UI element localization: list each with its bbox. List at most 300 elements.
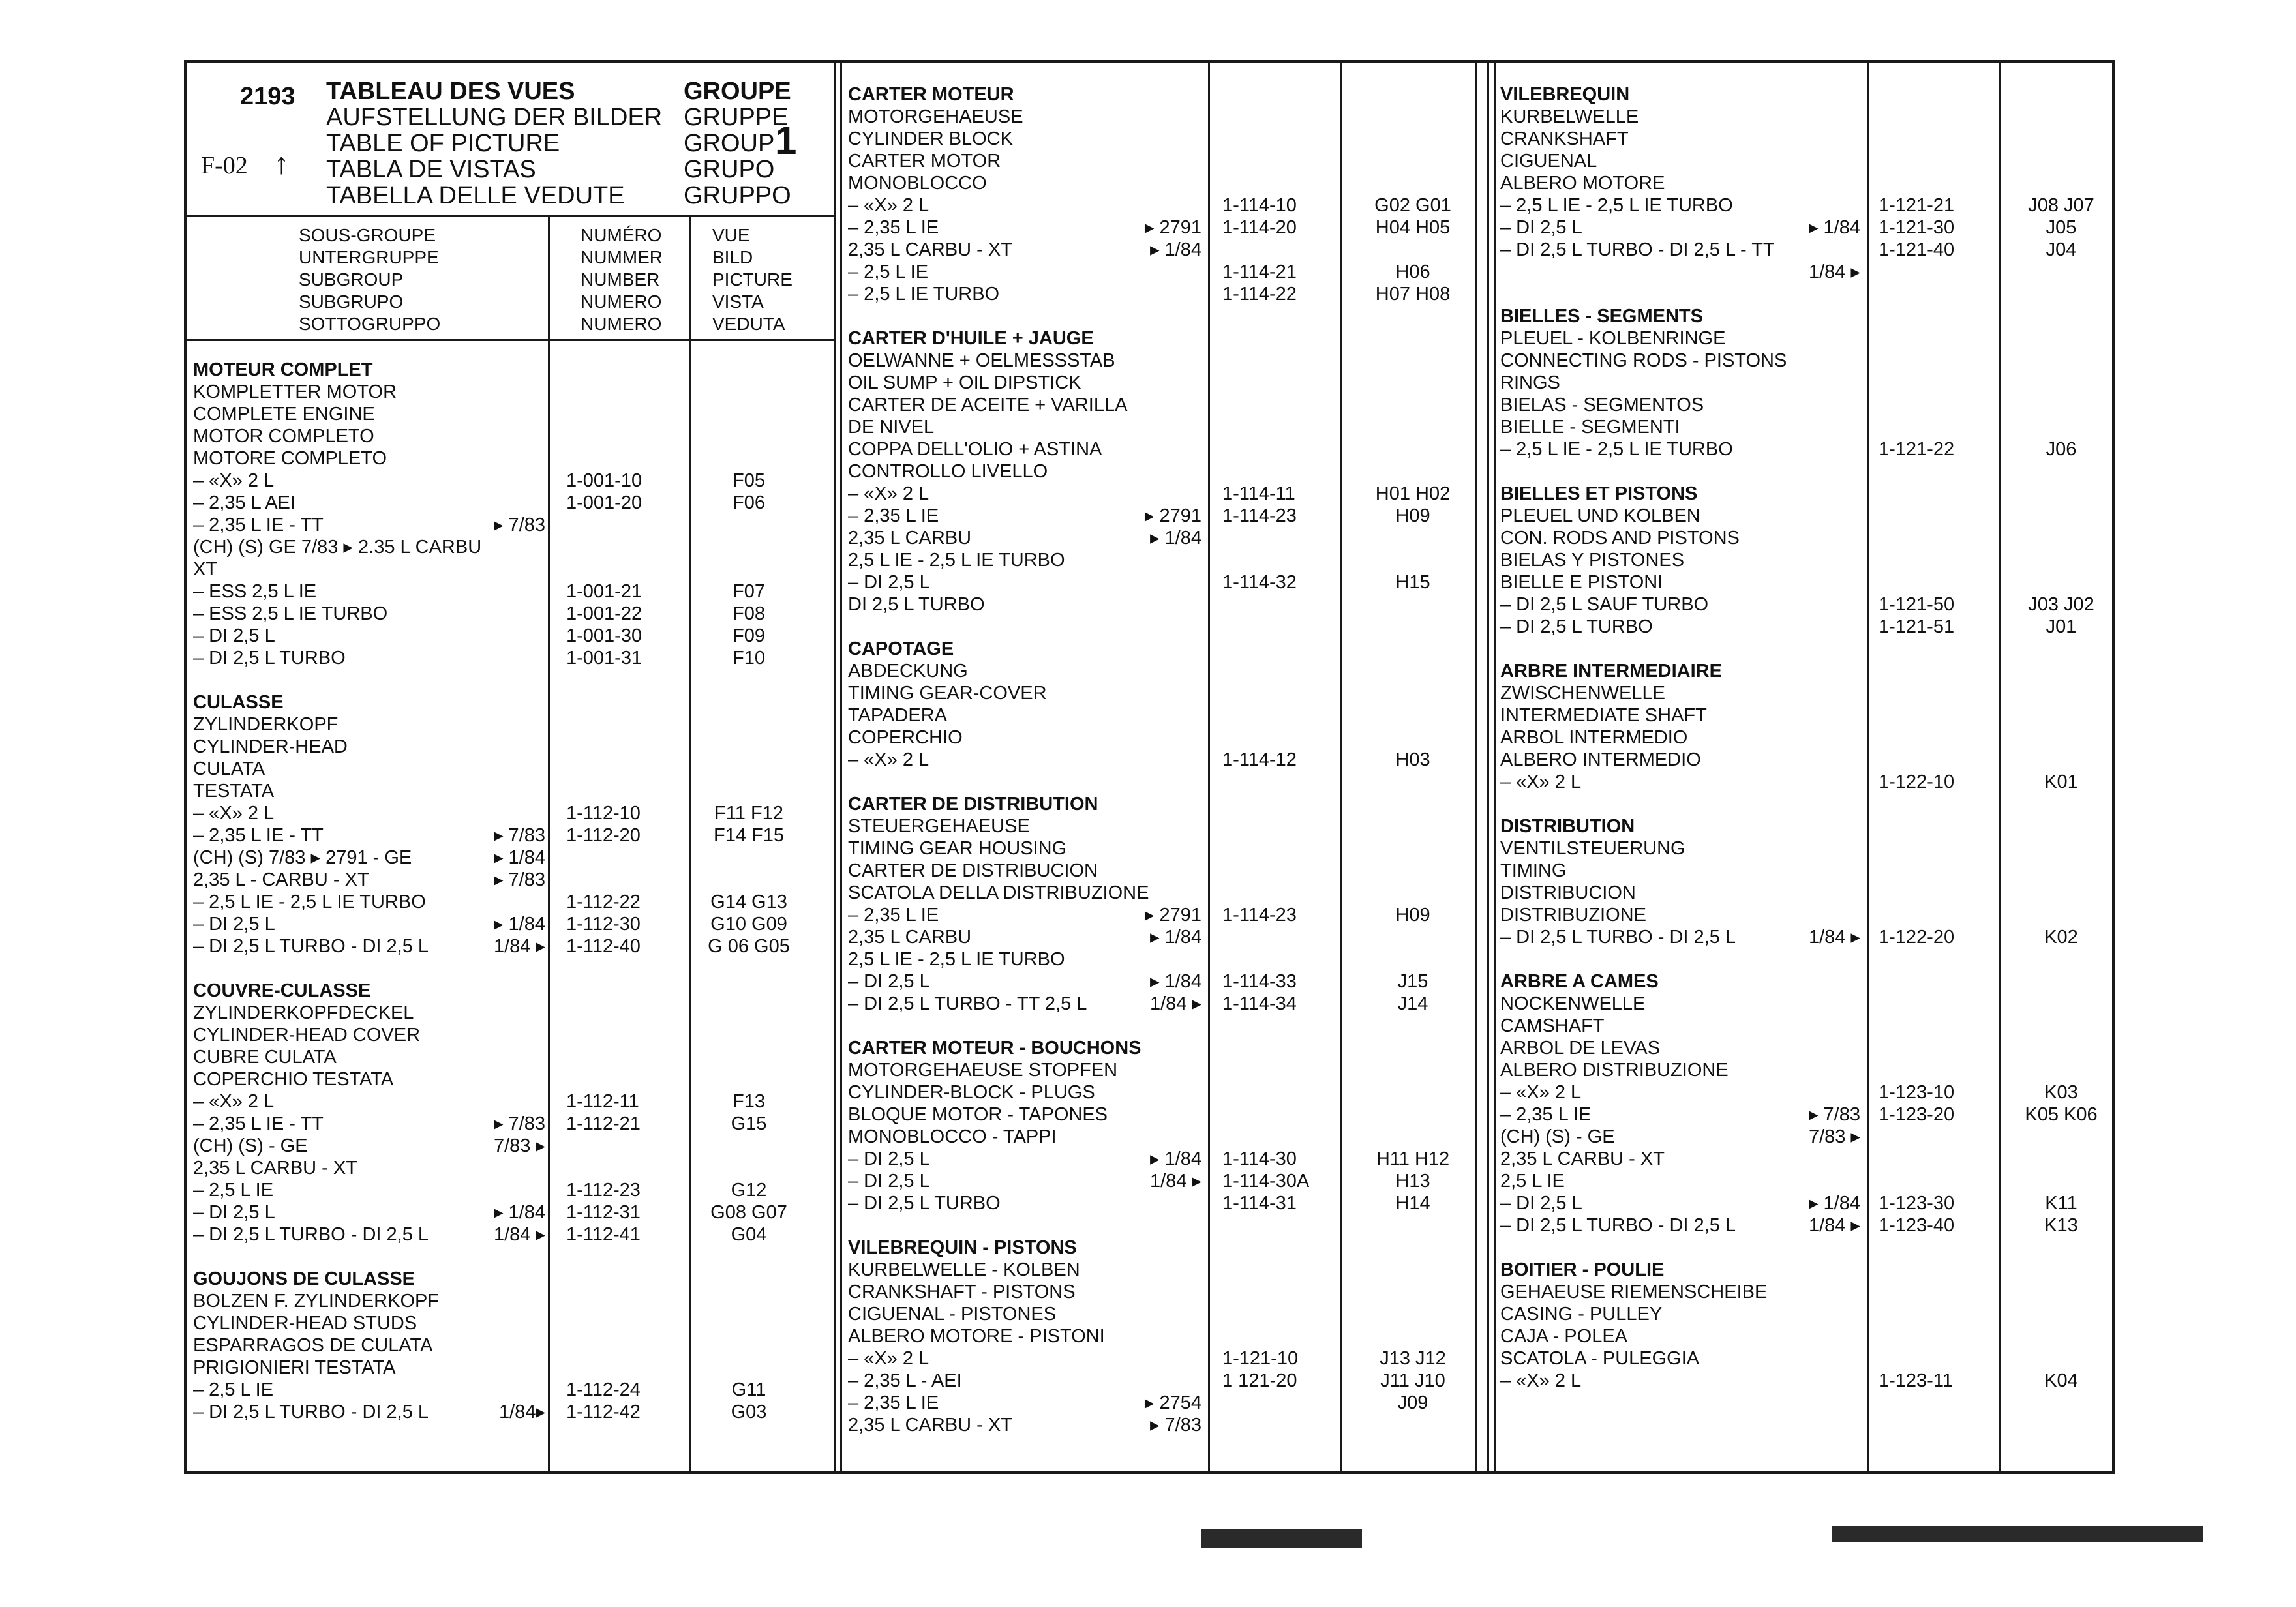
row-description: – DI 2,5 L [193, 914, 275, 935]
part-number: 1-114-20 [1222, 217, 1297, 238]
part-number: 1-114-10 [1222, 195, 1297, 216]
part-number: 1-123-11 [1879, 1370, 1953, 1391]
view-code: H07 H08 [1375, 284, 1451, 305]
row-description: ALBERO INTERMEDIO [1500, 749, 1701, 770]
view-code: G15 [731, 1113, 767, 1134]
section-heading: CARTER MOTEUR [848, 84, 1014, 105]
row-description: COPERCHIO [848, 727, 963, 748]
part-number: 1-123-10 [1879, 1082, 1955, 1103]
date-marker: 1/84▸ [499, 1402, 545, 1422]
row-description: TIMING GEAR-COVER [848, 683, 1047, 704]
part-number: 1-121-21 [1879, 195, 1955, 216]
row-description: KURBELWELLE [1500, 106, 1639, 127]
part-number: 1-112-22 [566, 892, 641, 912]
row-description: – 2,5 L IE [848, 262, 929, 282]
group-word-de: GRUPPE [684, 104, 789, 131]
row-description: CIGUENAL [1500, 151, 1597, 172]
row-description: – ESS 2,5 L IE [193, 581, 317, 602]
part-number: 1-121-22 [1879, 439, 1955, 460]
view-code: J01 [2046, 616, 2077, 637]
row-description: CULATA [193, 758, 265, 779]
row-description: CASING - PULLEY [1500, 1304, 1663, 1325]
group-word-fr: GROUPE [684, 78, 791, 105]
row-description: – DI 2,5 L [193, 1202, 275, 1223]
header-rule [184, 215, 834, 217]
view-code: G10 G09 [710, 914, 787, 935]
part-number: 1-114-33 [1222, 971, 1297, 992]
row-description: 2,35 L CARBU [848, 528, 972, 548]
view-label-fr: VUE [712, 225, 750, 245]
row-description: KOMPLETTER MOTOR [193, 382, 397, 402]
view-code: F05 [733, 470, 765, 491]
date-marker: ▸ 7/83 [493, 869, 545, 890]
row-description: CONNECTING RODS - PISTONS [1500, 350, 1787, 371]
row-description: CIGUENAL - PISTONES [848, 1304, 1057, 1325]
row-description: – «X» 2 L [848, 195, 929, 216]
section-heading: MOTEUR COMPLET [193, 359, 373, 380]
section-heading: CAPOTAGE [848, 638, 954, 659]
row-description: MOTORGEHAEUSE [848, 106, 1023, 127]
view-code: J09 [1397, 1392, 1428, 1413]
view-code: F13 [733, 1091, 765, 1112]
date-marker: ▸ 2754 [1144, 1392, 1201, 1413]
row-description: – DI 2,5 L TURBO - DI 2,5 L [1500, 1215, 1736, 1236]
date-marker: 1/84 ▸ [493, 936, 545, 957]
row-description: (CH) (S) GE 7/83 ▸ 2.35 L CARBU [193, 537, 482, 558]
view-label-de: BILD [712, 247, 753, 267]
part-number: 1-114-30 [1222, 1149, 1297, 1169]
row-description: – «X» 2 L [1500, 772, 1582, 792]
section-heading: ARBRE A CAMES [1500, 971, 1659, 992]
subgroup-label-it: SOTTOGRUPPO [299, 314, 441, 334]
title-es: TABLA DE VISTAS [326, 156, 536, 183]
subgroup-label-es: SUBGRUPO [299, 292, 404, 312]
row-description: BIELLE E PISTONI [1500, 572, 1663, 593]
row-description: – «X» 2 L [848, 749, 929, 770]
row-description: – 2,35 L IE [848, 505, 939, 526]
col-divider [1475, 60, 1477, 1474]
part-number: 1-112-31 [566, 1202, 641, 1223]
row-description: CON. RODS AND PISTONS [1500, 528, 1740, 548]
view-code: J13 J12 [1380, 1348, 1446, 1369]
view-code: K01 [2044, 772, 2078, 792]
part-number: 1 121-20 [1222, 1370, 1297, 1391]
row-description: BIELAS Y PISTONES [1500, 550, 1685, 571]
row-description: (CH) (S) - GE [193, 1135, 308, 1156]
up-arrow-icon: ↑ [274, 146, 289, 180]
group-word-en: GROUP [684, 130, 775, 157]
view-code: F14 F15 [714, 825, 784, 846]
col-divider [1340, 60, 1342, 1474]
row-description: BOLZEN F. ZYLINDERKOPF [193, 1291, 440, 1312]
row-description: ESPARRAGOS DE CULATA [193, 1335, 433, 1356]
row-description: 2,5 L IE - 2,5 L IE TURBO [848, 550, 1065, 571]
section-heading: ARBRE INTERMEDIAIRE [1500, 661, 1722, 682]
row-description: MONOBLOCCO - TAPPI [848, 1126, 1057, 1147]
row-description: 2,5 L IE - 2,5 L IE TURBO [848, 949, 1065, 970]
row-description: – DI 2,5 L SAUF TURBO [1500, 594, 1709, 615]
row-description: CYLINDER BLOCK [848, 128, 1014, 149]
part-number: 1-114-21 [1222, 262, 1297, 282]
row-description: NOCKENWELLE [1500, 993, 1646, 1014]
view-code: J03 J02 [2028, 594, 2094, 615]
date-marker: 1/84 ▸ [1149, 1171, 1201, 1192]
row-description: – DI 2,5 L [848, 971, 930, 992]
date-marker: ▸ 7/83 [1808, 1104, 1860, 1125]
row-description: CAJA - POLEA [1500, 1326, 1628, 1347]
row-description: – 2,35 L IE - TT [193, 515, 324, 535]
row-description: – DI 2,5 L TURBO [848, 1193, 1001, 1214]
row-description: – 2,5 L IE - 2,5 L IE TURBO [1500, 195, 1733, 216]
row-description: GEHAEUSE RIEMENSCHEIBE [1500, 1282, 1768, 1302]
view-code: G02 G01 [1374, 195, 1451, 216]
page-reference: F-02 [201, 152, 248, 179]
part-number: 1-121-40 [1879, 239, 1955, 260]
row-description: – DI 2,5 L TURBO - TT 2,5 L [848, 993, 1087, 1014]
part-number: 1-123-30 [1879, 1193, 1955, 1214]
part-number: 1-112-11 [566, 1091, 639, 1112]
scan-mark [1201, 1529, 1362, 1548]
section-heading: VILEBREQUIN [1500, 84, 1630, 105]
row-description: CAMSHAFT [1500, 1015, 1605, 1036]
date-marker: ▸ 1/84 [1149, 971, 1201, 992]
row-description: ZYLINDERKOPFDECKEL [193, 1002, 414, 1023]
title-it: TABELLA DELLE VEDUTE [326, 182, 625, 209]
date-marker: ▸ 1/84 [1149, 927, 1201, 948]
row-description: DISTRIBUCION [1500, 882, 1636, 903]
row-description: – DI 2,5 L TURBO - DI 2,5 L [193, 936, 429, 957]
part-number: 1-114-23 [1222, 505, 1297, 526]
group-word-it: GRUPPO [684, 182, 791, 209]
view-code: J08 J07 [2028, 195, 2094, 216]
date-marker: ▸ 2791 [1144, 505, 1201, 526]
row-description: – «X» 2 L [848, 483, 929, 504]
view-code: H14 [1395, 1193, 1430, 1214]
row-description: COPERCHIO TESTATA [193, 1069, 394, 1090]
row-description: ABDECKUNG [848, 661, 968, 682]
row-description: – «X» 2 L [193, 470, 275, 491]
view-code: G04 [731, 1224, 767, 1245]
row-description: VENTILSTEUERUNG [1500, 838, 1685, 859]
row-description: 2,35 L CARBU - XT [848, 239, 1012, 260]
row-description: – «X» 2 L [1500, 1082, 1582, 1103]
row-description: XT [193, 559, 218, 580]
view-code: K13 [2044, 1215, 2078, 1236]
date-marker: 1/84 ▸ [493, 1224, 545, 1245]
view-code: F10 [733, 648, 765, 668]
view-code: F09 [733, 625, 765, 646]
row-description: MOTORGEHAEUSE STOPFEN [848, 1060, 1118, 1081]
row-description: – 2,35 L IE - TT [193, 1113, 324, 1134]
view-code: G 06 G05 [708, 936, 790, 957]
row-description: 2,35 L CARBU - XT [193, 1158, 357, 1179]
page-number: 2193 [240, 83, 295, 110]
row-description: OIL SUMP + OIL DIPSTICK [848, 372, 1081, 393]
part-number: 1-112-20 [566, 825, 641, 846]
part-number: 1-001-31 [566, 648, 642, 668]
row-description: PLEUEL - KOLBENRINGE [1500, 328, 1726, 349]
part-number: 1-114-30A [1222, 1171, 1310, 1192]
section-heading: CARTER D'HUILE + JAUGE [848, 328, 1094, 349]
row-description: – «X» 2 L [1500, 1370, 1582, 1391]
row-description: – 2,5 L IE [193, 1379, 274, 1400]
row-description: DISTRIBUZIONE [1500, 905, 1646, 925]
view-code: H09 [1395, 505, 1430, 526]
view-label-es: VISTA [712, 292, 764, 312]
row-description: ZYLINDERKOPF [193, 714, 339, 735]
part-number: 1-112-42 [566, 1402, 641, 1422]
row-description: – DI 2,5 L [1500, 217, 1582, 238]
scan-mark [1832, 1526, 2203, 1542]
view-code: G08 G07 [710, 1202, 787, 1223]
section-heading: GOUJONS DE CULASSE [193, 1269, 415, 1289]
row-description: 2,35 L CARBU - XT [848, 1415, 1012, 1435]
section-heading: BIELLES ET PISTONS [1500, 483, 1698, 504]
number-label-de: NUMMER [581, 247, 663, 267]
view-code: J06 [2046, 439, 2077, 460]
row-description: CYLINDER-HEAD STUDS [193, 1313, 417, 1334]
date-marker: ▸ 1/84 [1149, 528, 1201, 548]
row-description: – «X» 2 L [193, 1091, 275, 1112]
part-number: 1-112-24 [566, 1379, 641, 1400]
row-description: (CH) (S) - GE [1500, 1126, 1615, 1147]
part-number: 1-114-32 [1222, 572, 1297, 593]
row-description: CYLINDER-HEAD COVER [193, 1025, 421, 1045]
row-description: – 2,35 L AEI [193, 492, 295, 513]
view-code: J05 [2046, 217, 2077, 238]
part-number: 1-112-21 [566, 1113, 641, 1134]
number-label-es: NUMERO [581, 292, 662, 312]
part-number: 1-114-34 [1222, 993, 1297, 1014]
row-description: ZWISCHENWELLE [1500, 683, 1665, 704]
subgroup-label-en: SUBGROUP [299, 269, 404, 290]
row-description: KURBELWELLE - KOLBEN [848, 1259, 1080, 1280]
view-code: G11 [731, 1379, 766, 1400]
part-number: 1-112-41 [566, 1224, 641, 1245]
part-number: 1-114-23 [1222, 905, 1297, 925]
row-description: CARTER DE DISTRIBUCION [848, 860, 1098, 881]
row-description: MONOBLOCCO [848, 173, 987, 194]
date-marker: 1/84 ▸ [1808, 1215, 1860, 1236]
row-description: (CH) (S) 7/83 ▸ 2791 - GE [193, 847, 412, 868]
view-code: K11 [2045, 1193, 2077, 1214]
title-en: TABLE OF PICTURE [326, 130, 560, 157]
row-description: – DI 2,5 L TURBO - DI 2,5 L [193, 1402, 429, 1422]
section-heading: CULASSE [193, 692, 284, 713]
view-code: H09 [1395, 905, 1430, 925]
section-heading: DISTRIBUTION [1500, 816, 1635, 837]
group-word-es: GRUPO [684, 156, 775, 183]
row-description: MOTOR COMPLETO [193, 426, 374, 447]
row-description: BIELAS - SEGMENTOS [1500, 395, 1704, 415]
row-description: TIMING GEAR HOUSING [848, 838, 1067, 859]
row-description: SCATOLA DELLA DISTRIBUZIONE [848, 882, 1149, 903]
part-number: 1-001-22 [566, 603, 642, 624]
view-code: H03 [1395, 749, 1430, 770]
part-number: 1-112-40 [566, 936, 641, 957]
row-description: 2,35 L - CARBU - XT [193, 869, 369, 890]
part-number: 1-122-20 [1879, 927, 1955, 948]
row-description: CYLINDER-BLOCK - PLUGS [848, 1082, 1095, 1103]
view-code: J15 [1397, 971, 1428, 992]
title-de: AUFSTELLUNG DER BILDER [326, 104, 663, 131]
view-code: F07 [733, 581, 765, 602]
date-marker: ▸ 1/84 [493, 914, 545, 935]
header-rule [184, 339, 834, 341]
title-fr: TABLEAU DES VUES [326, 78, 575, 105]
view-code: H01 H02 [1375, 483, 1451, 504]
row-description: TESTATA [193, 781, 275, 802]
row-description: PRIGIONIERI TESTATA [193, 1357, 396, 1378]
row-description: 2,35 L CARBU [848, 927, 972, 948]
panel-divider [1487, 60, 1489, 1474]
part-number: 1-114-12 [1222, 749, 1297, 770]
part-number: 1-001-20 [566, 492, 642, 513]
panel-divider [834, 60, 836, 1474]
row-description: PLEUEL UND KOLBEN [1500, 505, 1700, 526]
row-description: 2,35 L CARBU - XT [1500, 1149, 1665, 1169]
date-marker: ▸ 1/84 [1149, 1149, 1201, 1169]
view-code: J04 [2046, 239, 2077, 260]
subgroup-label-fr: SOUS-GROUPE [299, 225, 436, 245]
row-description: MOTORE COMPLETO [193, 448, 387, 469]
part-number: 1-114-31 [1222, 1193, 1297, 1214]
date-marker: ▸ 2791 [1144, 905, 1201, 925]
row-description: ALBERO MOTORE [1500, 173, 1665, 194]
view-code: K02 [2044, 927, 2078, 948]
number-label-fr: NUMÉRO [581, 225, 662, 245]
view-code: K05 K06 [2025, 1104, 2098, 1125]
section-heading: BOITIER - POULIE [1500, 1259, 1665, 1280]
part-number: 1-123-20 [1879, 1104, 1955, 1125]
part-number: 1-123-40 [1879, 1215, 1955, 1236]
col-divider [689, 215, 691, 1474]
number-label-it: NUMERO [581, 314, 662, 334]
view-code: J14 [1397, 993, 1428, 1014]
date-marker: ▸ 7/83 [493, 1113, 545, 1134]
part-number: 1-112-23 [566, 1180, 641, 1201]
date-marker: 1/84 ▸ [1808, 262, 1860, 282]
row-description: CONTROLLO LIVELLO [848, 461, 1048, 482]
row-description: – 2,35 L IE [848, 1392, 939, 1413]
view-code: F11 F12 [714, 803, 783, 824]
row-description: – DI 2,5 L TURBO - DI 2,5 L [1500, 927, 1736, 948]
row-description: – 2,5 L IE - 2,5 L IE TURBO [193, 892, 426, 912]
panel-divider [840, 60, 842, 1474]
row-description: ARBOL INTERMEDIO [1500, 727, 1688, 748]
row-description: – ESS 2,5 L IE TURBO [193, 603, 388, 624]
row-description: INTERMEDIATE SHAFT [1500, 705, 1707, 726]
part-number: 1-121-51 [1879, 616, 1955, 637]
row-description: TAPADERA [848, 705, 948, 726]
row-description: – 2,5 L IE TURBO [848, 284, 1000, 305]
col-divider [548, 215, 550, 1474]
row-description: – 2,35 L - AEI [848, 1370, 962, 1391]
row-description: – DI 2,5 L [193, 625, 275, 646]
part-number: 1-121-10 [1222, 1348, 1299, 1369]
row-description: – DI 2,5 L TURBO [193, 648, 346, 668]
row-description: – 2,35 L IE - TT [193, 825, 324, 846]
date-marker: ▸ 1/84 [1808, 217, 1860, 238]
row-description: COMPLETE ENGINE [193, 404, 375, 425]
row-description: DI 2,5 L TURBO [848, 594, 985, 615]
view-label-it: VEDUTA [712, 314, 785, 334]
part-number: 1-112-10 [566, 803, 641, 824]
date-marker: 1/84 ▸ [1149, 993, 1201, 1014]
view-code: H06 [1395, 262, 1430, 282]
row-description: CARTER MOTOR [848, 151, 1001, 172]
part-number: 1-001-21 [566, 581, 642, 602]
part-number: 1-001-30 [566, 625, 642, 646]
row-description: 2,5 L IE [1500, 1171, 1565, 1192]
col-divider [1208, 60, 1210, 1474]
number-label-en: NUMBER [581, 269, 660, 290]
view-code: F08 [733, 603, 765, 624]
date-marker: 7/83 ▸ [493, 1135, 545, 1156]
view-code: G12 [731, 1180, 767, 1201]
part-number: 1-122-10 [1879, 772, 1955, 792]
date-marker: ▸ 1/84 [1808, 1193, 1860, 1214]
row-description: – 2,5 L IE - 2,5 L IE TURBO [1500, 439, 1733, 460]
part-number: 1-121-50 [1879, 594, 1955, 615]
row-description: – 2,35 L IE [1500, 1104, 1592, 1125]
view-code: K04 [2044, 1370, 2078, 1391]
view-code: K03 [2044, 1082, 2078, 1103]
row-description: STEUERGEHAEUSE [848, 816, 1030, 837]
part-number: 1-112-30 [566, 914, 641, 935]
row-description: – DI 2,5 L TURBO - DI 2,5 L - TT [1500, 239, 1775, 260]
date-marker: ▸ 1/84 [493, 847, 545, 868]
row-description: – DI 2,5 L TURBO - DI 2,5 L [193, 1224, 429, 1245]
row-description: DE NIVEL [848, 417, 935, 438]
section-heading: VILEBREQUIN - PISTONS [848, 1237, 1077, 1258]
date-marker: ▸ 7/83 [493, 515, 545, 535]
row-description: – 2,35 L IE [848, 905, 939, 925]
row-description: CARTER DE ACEITE + VARILLA [848, 395, 1128, 415]
row-description: OELWANNE + OELMESSSTAB [848, 350, 1115, 371]
col-divider [1999, 60, 2001, 1474]
section-heading: COUVRE-CULASSE [193, 980, 371, 1001]
date-marker: ▸ 1/84 [493, 1202, 545, 1223]
section-heading: CARTER MOTEUR - BOUCHONS [848, 1038, 1141, 1059]
row-description: TIMING [1500, 860, 1567, 881]
row-description: BLOQUE MOTOR - TAPONES [848, 1104, 1108, 1125]
row-description: BIELLE - SEGMENTI [1500, 417, 1680, 438]
view-code: J11 J10 [1380, 1370, 1445, 1391]
section-heading: CARTER DE DISTRIBUTION [848, 794, 1098, 815]
row-description: – DI 2,5 L [1500, 1193, 1582, 1214]
view-code: F06 [733, 492, 765, 513]
row-description: CRANKSHAFT - PISTONS [848, 1282, 1076, 1302]
panel-divider [1494, 60, 1496, 1474]
col-divider [1867, 60, 1869, 1474]
view-code: H04 H05 [1375, 217, 1451, 238]
group-number: 1 [775, 119, 797, 162]
subgroup-label-de: UNTERGRUPPE [299, 247, 439, 267]
view-code: G03 [731, 1402, 767, 1422]
row-description: ALBERO DISTRIBUZIONE [1500, 1060, 1729, 1081]
row-description: – «X» 2 L [193, 803, 275, 824]
row-description: – DI 2,5 L [848, 1171, 930, 1192]
date-marker: 7/83 ▸ [1808, 1126, 1860, 1147]
row-description: ARBOL DE LEVAS [1500, 1038, 1660, 1059]
row-description: – 2,35 L IE [848, 217, 939, 238]
date-marker: ▸ 7/83 [493, 825, 545, 846]
row-description: – DI 2,5 L [848, 1149, 930, 1169]
part-number: 1-121-30 [1879, 217, 1955, 238]
view-code: H15 [1395, 572, 1430, 593]
row-description: CRANKSHAFT [1500, 128, 1629, 149]
